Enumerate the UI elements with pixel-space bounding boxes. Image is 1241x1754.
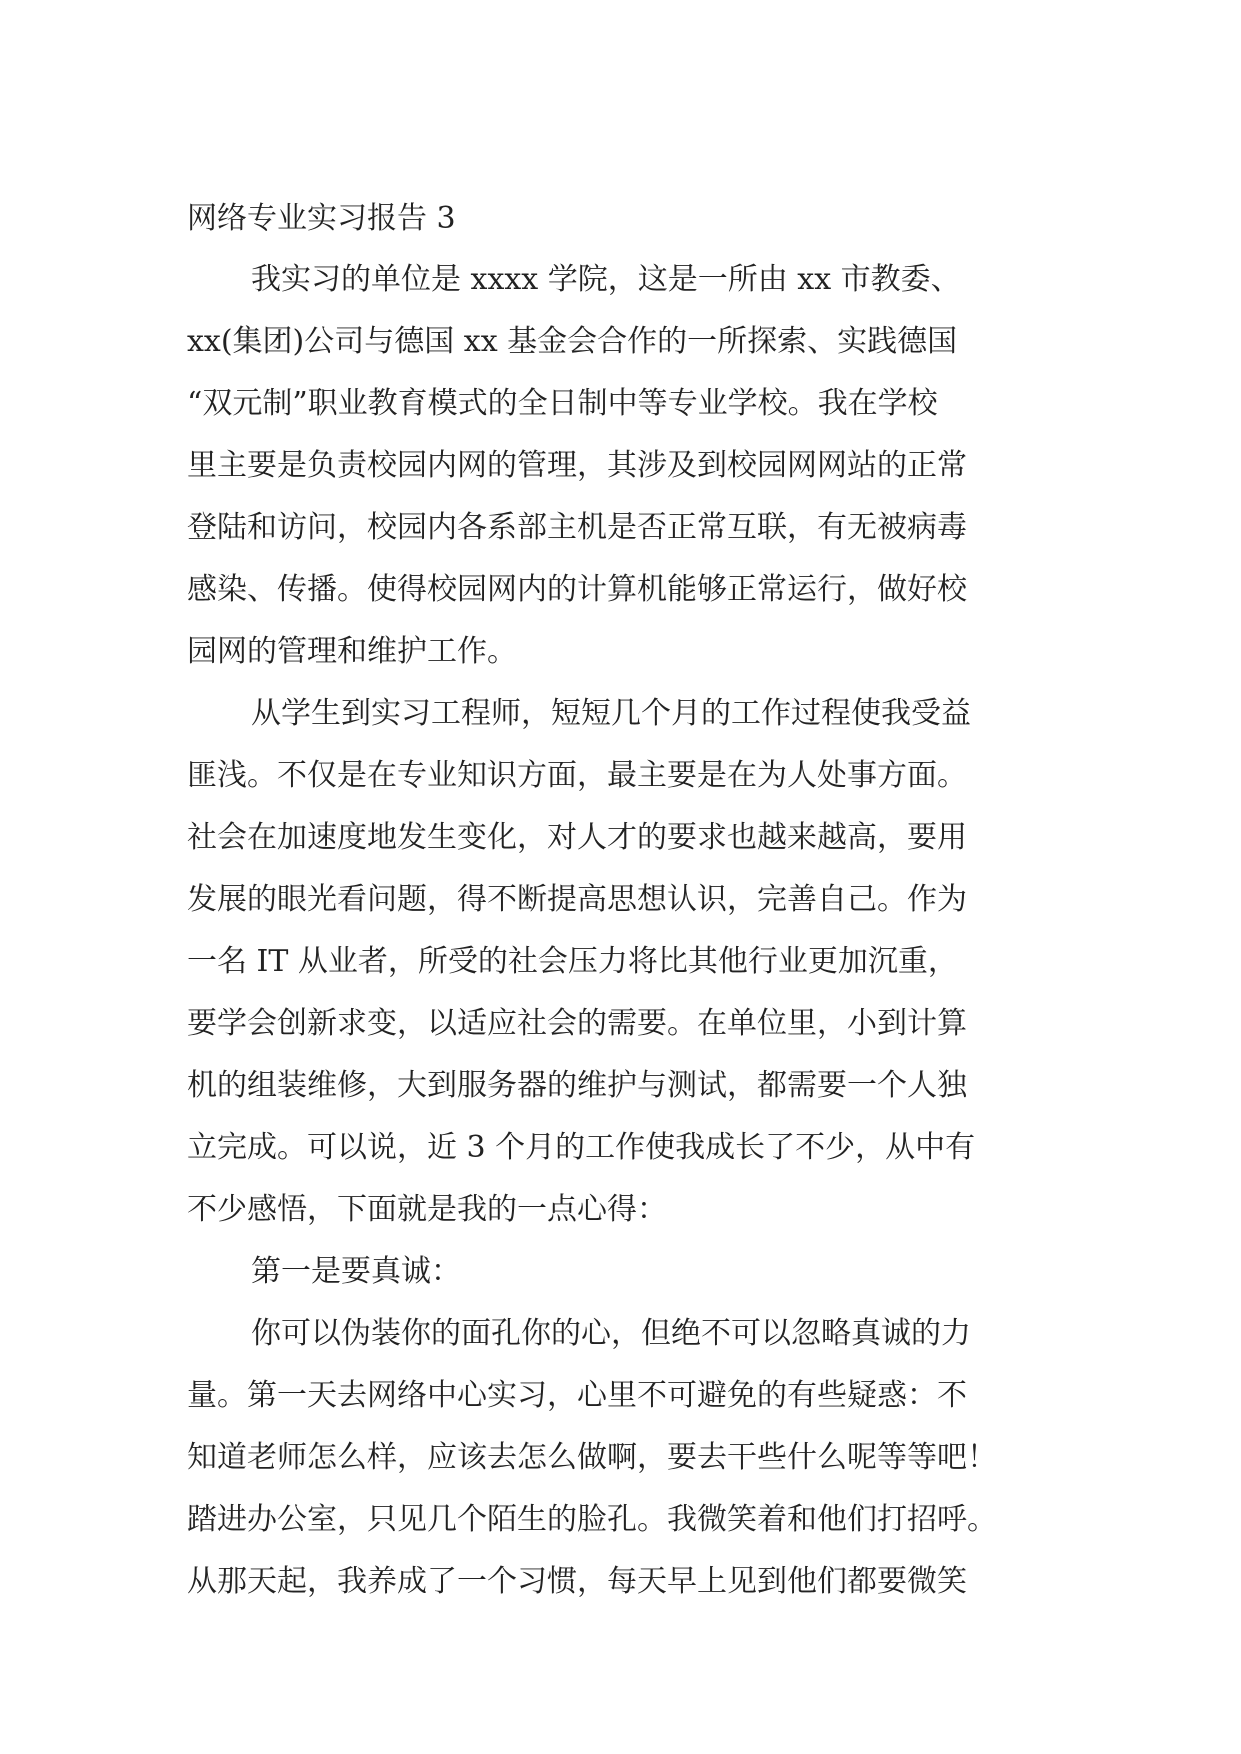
paragraph-1-line-2: xx(集团)公司与德国 xx 基金会合作的一所探索、实践德国 (187, 324, 958, 359)
paragraph-1-line-6: 感染、传播。使得校园网内的计算机能够正常运行，做好校 (187, 572, 967, 607)
paragraph-3-line-3: 知道老师怎么样，应该去怎么做啊，要去干些什么呢等等吧！ (187, 1440, 997, 1475)
paragraph-1-line-3: “双元制”职业教育模式的全日制中等专业学校。我在学校 (187, 386, 938, 421)
paragraph-1-line-4: 里主要是负责校园内网的管理，其涉及到校园网网站的正常 (187, 448, 967, 483)
paragraph-1-line-5: 登陆和访问，校园内各系部主机是否正常互联，有无被病毒 (187, 510, 967, 545)
document-title: 网络专业实习报告 3 (187, 201, 456, 236)
paragraph-3-line-4: 踏进办公室，只见几个陌生的脸孔。我微笑着和他们打招呼。 (187, 1502, 997, 1537)
section-heading-sincerity: 第一是要真诚： (251, 1254, 461, 1289)
paragraph-2-line-3: 社会在加速度地发生变化，对人才的要求也越来越高，要用 (187, 820, 967, 855)
paragraph-2-line-7: 机的组装维修，大到服务器的维护与测试，都需要一个人独 (187, 1068, 967, 1103)
document-body (187, 189, 1067, 1613)
paragraph-1-line-1: 我实习的单位是 xxxx 学院，这是一所由 xx 市教委、 (251, 262, 961, 297)
paragraph-3-line-5: 从那天起，我养成了一个习惯，每天早上见到他们都要微笑 (187, 1564, 967, 1599)
paragraph-1-line-7: 园网的管理和维护工作。 (187, 634, 517, 669)
paragraph-3-line-1: 你可以伪装你的面孔你的心，但绝不可以忽略真诚的力 (251, 1316, 971, 1351)
paragraph-2-line-4: 发展的眼光看问题，得不断提高思想认识，完善自己。作为 (187, 882, 967, 917)
paragraph-2-line-1: 从学生到实习工程师，短短几个月的工作过程使我受益 (251, 696, 971, 731)
paragraph-2-line-8: 立完成。可以说，近 3 个月的工作使我成长了不少，从中有 (187, 1130, 976, 1165)
paragraph-3-line-2: 量。第一天去网络中心实习，心里不可避免的有些疑惑：不 (187, 1378, 967, 1413)
paragraph-2-line-9: 不少感悟，下面就是我的一点心得： (187, 1192, 667, 1227)
paragraph-2-line-5: 一名 IT 从业者，所受的社会压力将比其他行业更加沉重， (187, 944, 958, 979)
paragraph-2-line-2: 匪浅。不仅是在专业知识方面，最主要是在为人处事方面。 (187, 758, 967, 793)
paragraph-2-line-6: 要学会创新求变，以适应社会的需要。在单位里，小到计算 (187, 1006, 967, 1041)
